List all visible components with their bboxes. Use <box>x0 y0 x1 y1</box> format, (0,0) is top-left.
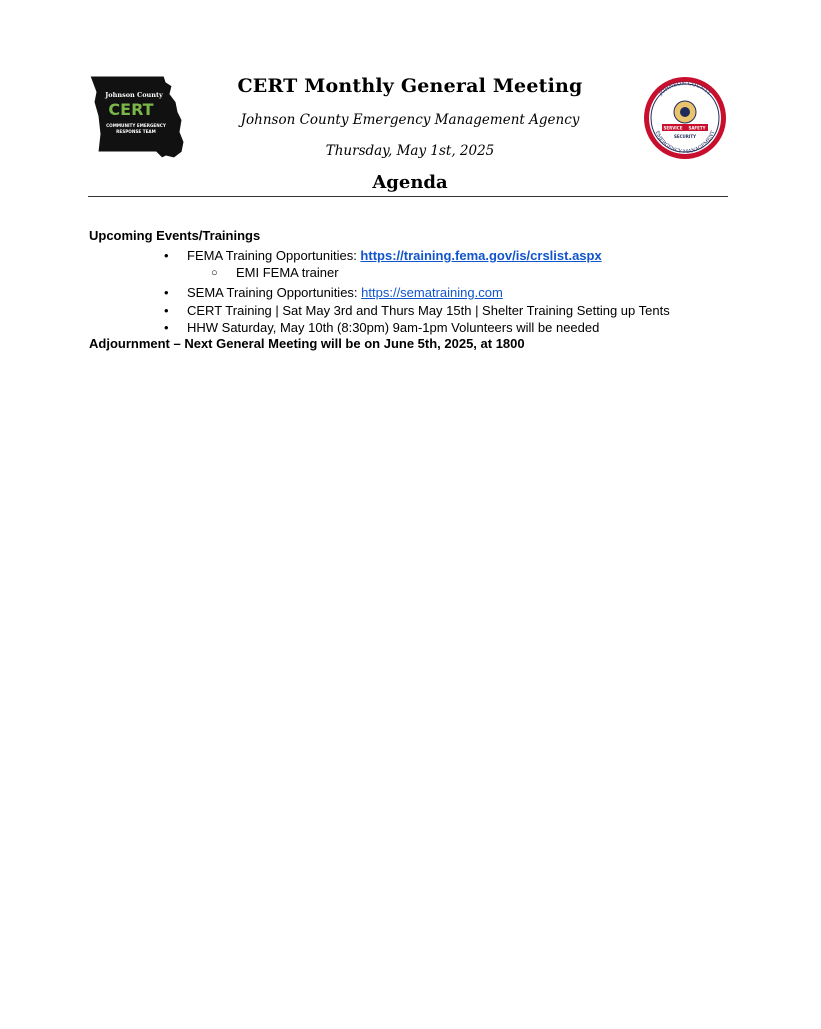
emergency-management-seal <box>640 76 730 160</box>
logo-cert-text: CERT <box>108 100 154 119</box>
seal-bottom-text: EMERGENCY MANAGEMENT <box>653 130 717 156</box>
logo-line1-text: COMMUNITY EMERGENCY <box>106 123 166 128</box>
bullet-icon: • <box>164 248 169 263</box>
seal-left-word: SERVICE <box>663 125 683 131</box>
header-divider <box>88 196 728 197</box>
cert-logo <box>86 72 186 160</box>
section-heading: Upcoming Events/Trainings <box>89 228 261 243</box>
bullet-icon: • <box>164 285 169 300</box>
list-item-fema <box>187 248 602 263</box>
meeting-title: CERT Monthly General Meeting <box>237 75 583 97</box>
list-item-emi: EMI FEMA trainer <box>236 265 339 280</box>
adjournment-line: Adjournment – Next General Meeting will be on June 5th, 2025, at 1800 <box>89 336 525 351</box>
seal-center-word: SECURITY <box>674 134 696 139</box>
fema-link[interactable]: https://training.fema.gov/is/crslist.aspx <box>360 248 602 263</box>
seal-top-text: JOHNSON COUNTY <box>658 80 712 97</box>
list-item-cert-training: CERT Training | Sat May 3rd and Thurs May 15th | Shelter Training Setting up Tents <box>187 303 670 318</box>
bullet-icon: • <box>164 320 169 335</box>
list-item-sema <box>187 285 503 300</box>
sema-link[interactable]: https://sematraining.com <box>361 285 503 300</box>
meeting-date: Thursday, May 1st, 2025 <box>325 143 495 159</box>
sema-label: SEMA Training Opportunities: <box>187 285 362 300</box>
seal-right-word: SAFETY <box>688 125 706 131</box>
logo-line2-text: RESPONSE TEAM <box>116 129 156 134</box>
list-item-hhw: HHW Saturday, May 10th (8:30pm) 9am-1pm Volunteers will be needed <box>187 320 600 335</box>
logo-county-text: Johnson County <box>105 91 163 99</box>
agenda-heading: Agenda <box>372 172 448 193</box>
bullet-icon: • <box>164 303 169 318</box>
sub-bullet-icon: ○ <box>211 267 218 279</box>
fema-label: FEMA Training Opportunities: <box>187 248 361 263</box>
agency-name: Johnson County Emergency Management Agency <box>240 112 580 128</box>
